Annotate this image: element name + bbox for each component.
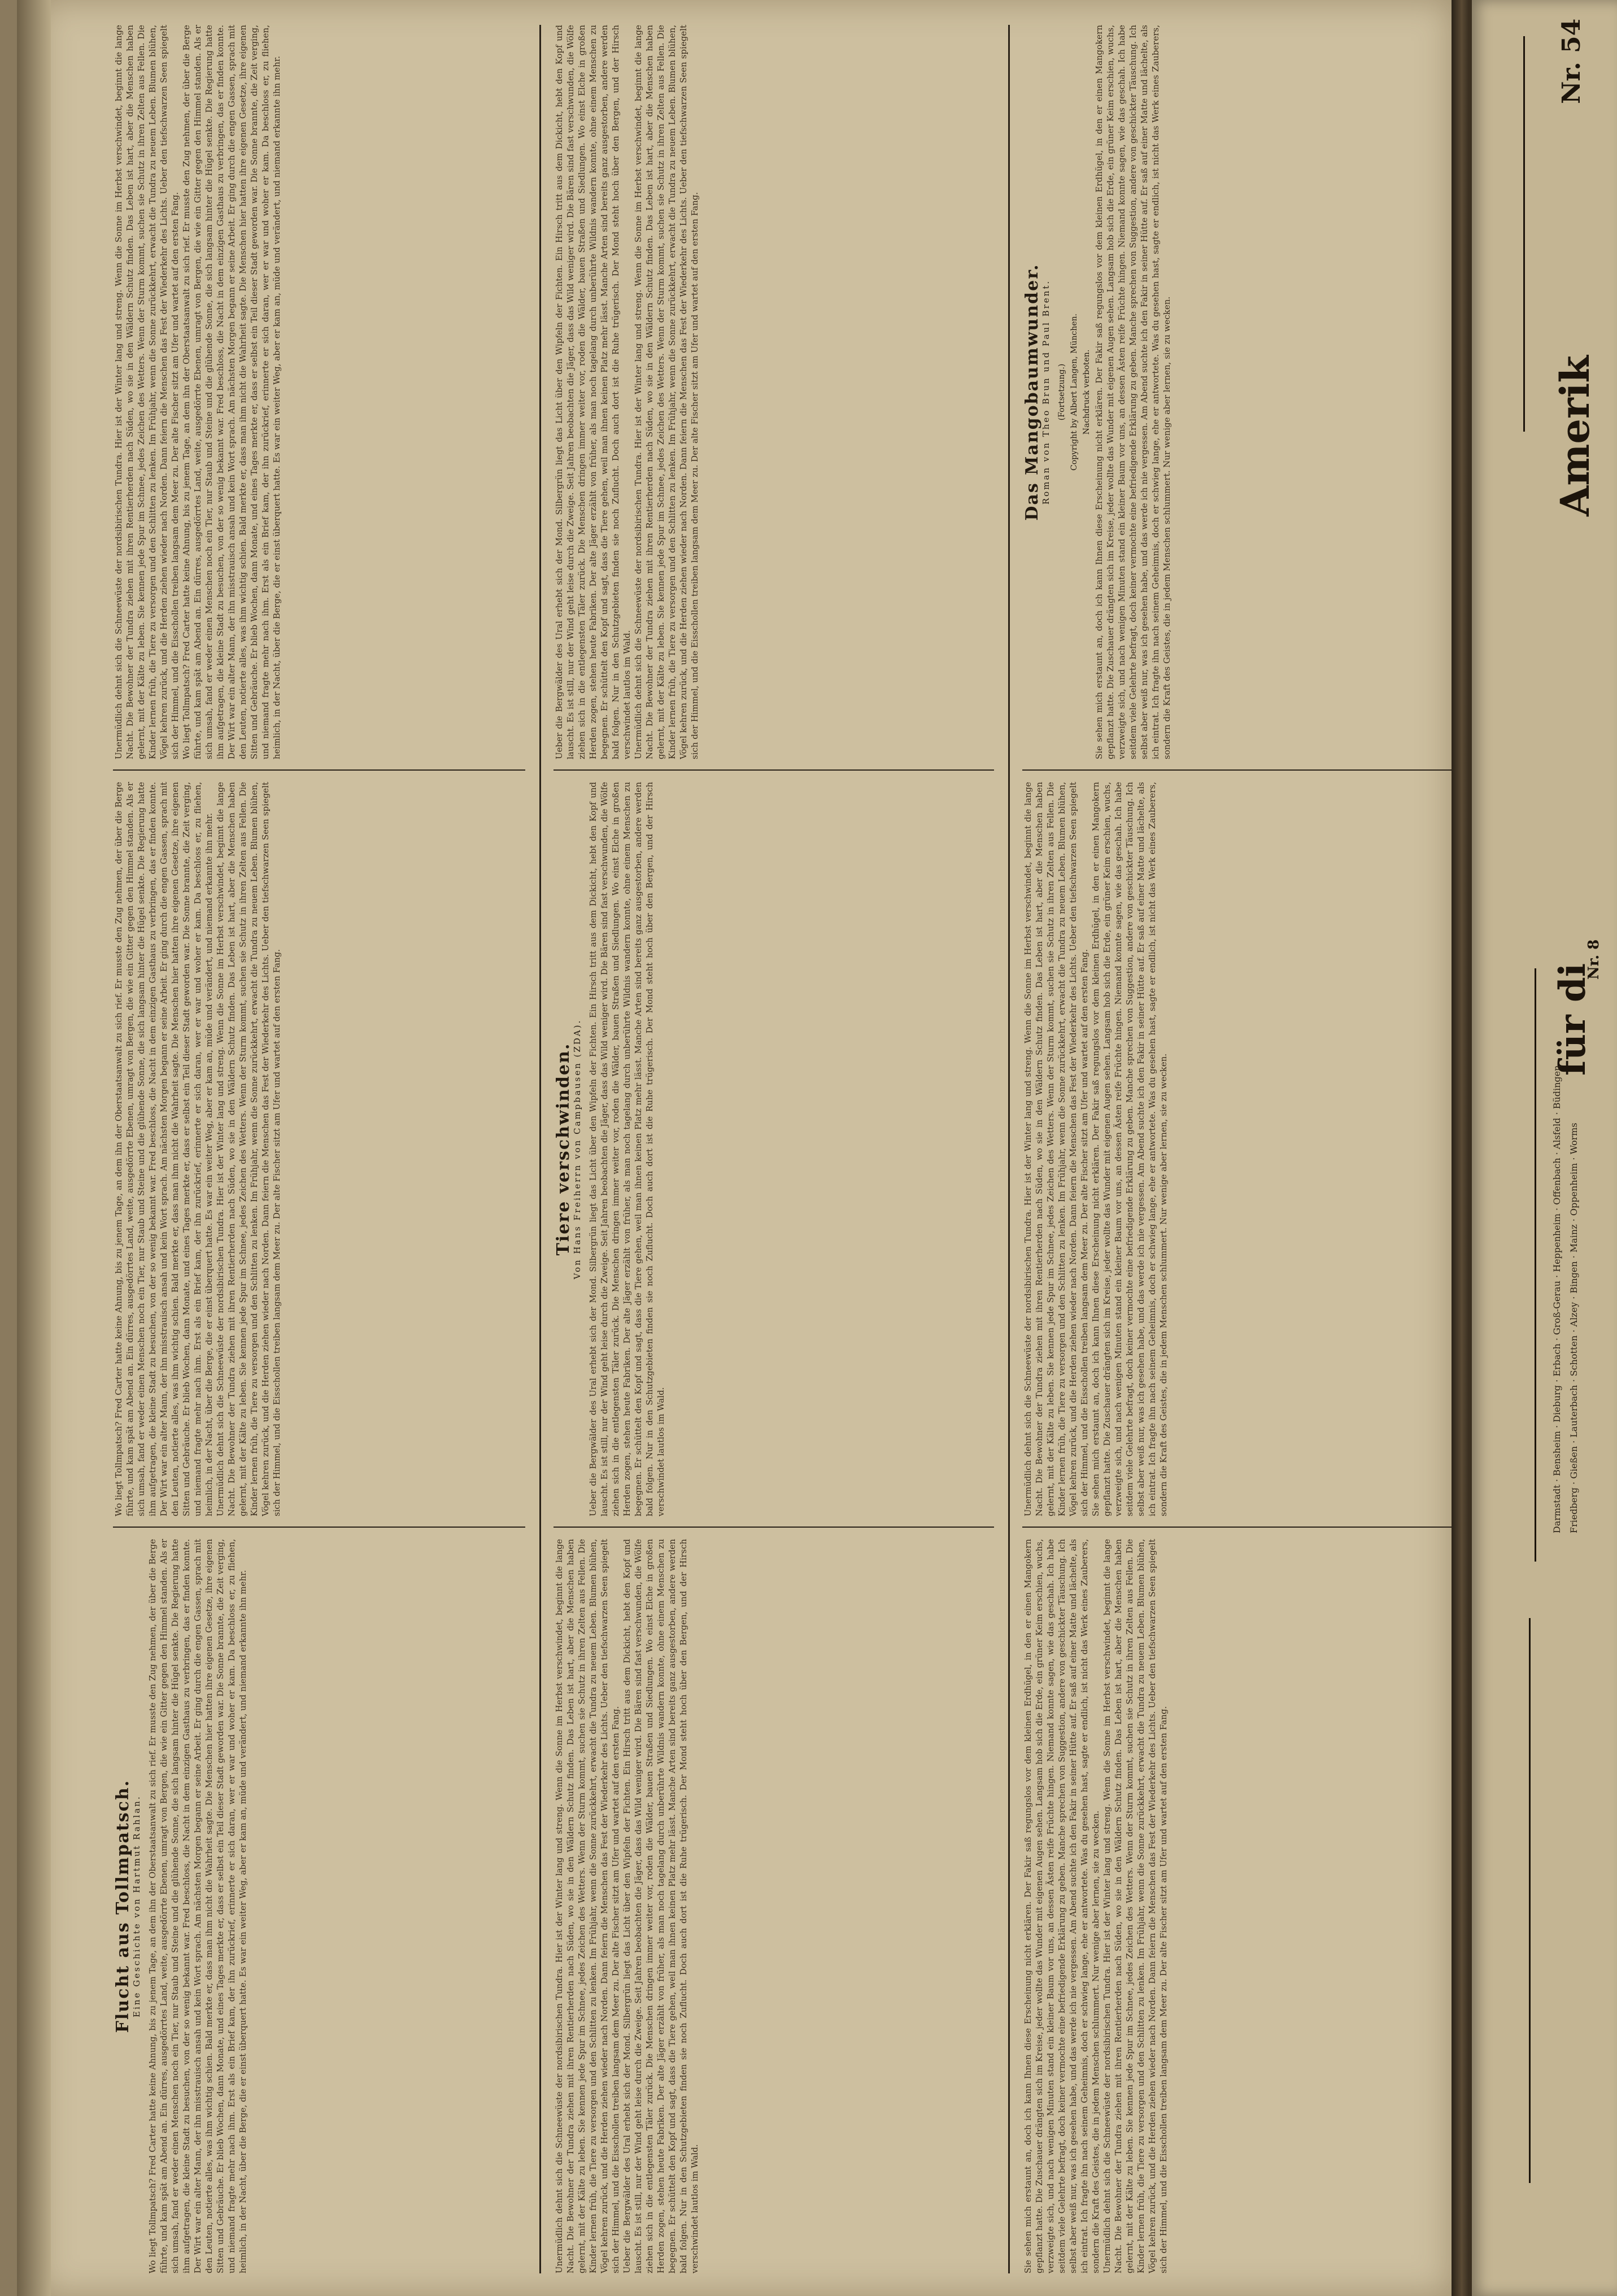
town: Heppenheim <box>1551 1213 1562 1272</box>
article-body: Wo liegt Tollmpatsch? Fred Carter hatte keine Ahnung, bis zu jenem Tage, an dem ihn der Oberstaatsanwalt zu sich rief. Er musste den Zug nehmen, der über die Berge führte, und kam spät am Abend an. Ein dürres, ausgedörrtes Land, weite, ausgedörrte Ebenen, umragt von Bergen, die wie ein Gitter gegen den Himmel standen. Als er sich umsah, fand er weder einen Menschen noch ein Tier, nur Staub und Steine und die glühende Sonne, die sich langsam hinter die Hügel senkte. Die Regierung hatte ihm aufgetragen, die kleine Stadt zu besuchen, von der so wenig bekannt war. Fred beschloss, die Nacht in dem einzigen Gasthaus zu verbringen, das er finden konnte. Der Wirt war ein alter Mann, der ihn misstrauisch ansah und kein Wort sprach. Am nächsten Morgen begann er seine Arbeit. Er ging durch die engen Gassen, sprach mit den Leuten, notierte alles, was ihm wichtig schien. Bald merkte er, dass man ihm nicht die Wahrheit sagte. Die Menschen hier hatten ihre eigenen Gesetze, ihre eigenen Sitten und Gebräuche. Er blieb Wochen, dann Monate, und eines Tages merkte er, dass er selbst ein Teil dieser Stadt geworden war. Die Sonne brannte, die Zeit verging, und niemand fragte mehr nach ihm. Erst als ein Brief kam, der ihn zurückrief, erinnerte er sich daran, wer er war und woher er kam. Da beschloss er, zu fliehen, heimlich, in der Nacht, über die Berge, die er einst überquert hatte. Es war ein weiter Weg, aber er kam an, müde und verändert, und niemand erkannte ihn mehr. <box>114 782 214 1516</box>
header-rule <box>1529 1618 1531 2183</box>
article-column <box>1022 1539 1452 2273</box>
masthead: Amerik <box>1551 355 1598 516</box>
article-tollpatsch-cont <box>113 782 525 1516</box>
article-copyright: Copyright by Albert Langen, München. <box>1070 314 1079 471</box>
town: Bingen <box>1568 1261 1579 1294</box>
article-note: (Fortsetzung.) <box>1057 363 1066 421</box>
town-list: Darmstadt · Bensheim · Dieburg · Erbach · Groß-Gerau · Heppenheim · Offenbach · Alsfeld · Büdingen <box>1551 1065 1562 1533</box>
article-body: Wo liegt Tollmpatsch? Fred Carter hatte keine Ahnung, bis zu jenem Tage, an dem ihn der Oberstaatsanwalt zu sich rief. Er musste den Zug nehmen, der über die Berge führte, und kam spät am Abend an. Ein dürres, ausgedörrtes Land, weite, ausgedörrte Ebenen, umragt von Bergen, die wie ein Gitter gegen den Himmel standen. Als er sich umsah, fand er weder einen Menschen noch ein Tier, nur Staub und Steine und die glühende Sonne, die sich langsam hinter die Hügel senkte. Die Regierung hatte ihm aufgetragen, die kleine Stadt zu besuchen, von der so wenig bekannt war. Fred beschloss, die Nacht in dem einzigen Gasthaus zu verbringen, das er finden konnte. Der Wirt war ein alter Mann, der ihn misstrauisch ansah und kein Wort sprach. Am nächsten Morgen begann er seine Arbeit. Er ging durch die engen Gassen, sprach mit den Leuten, notierte alles, was ihm wichtig schien. Bald merkte er, dass man ihm nicht die Wahrheit sagte. Die Menschen hier hatten ihre eigenen Gesetze, ihre eigenen Sitten und Gebräuche. Er blieb Wochen, dann Monate, und eines Tages merkte er, dass er selbst ein Teil dieser Stadt geworden war. Die Sonne brannte, die Zeit verging, und niemand fragte mehr nach ihm. Erst als ein Brief kam, der ihn zurückrief, erinnerte er sich daran, wer er war und woher er kam. Da beschloss er, zu fliehen, heimlich, in der Nacht, über die Berge, die er einst überquert hatte. Es war ein weiter Weg, aber er kam an, müde und verändert, und niemand erkannte ihn mehr. <box>181 25 282 759</box>
article-byline: Roman von Theo Brun und Paul Brent. <box>1041 279 1051 505</box>
town: Bensheim <box>1551 1430 1562 1476</box>
article-body: Unermüdlich dehnt sich die Schneewüste der nordsibirischen Tundra. Hier ist der Winter lang und streng. Wenn die Sonne im Herbst verschwindet, beginnt die lange Nacht. Die Bewohner der Tundra ziehen mit ihren Rentierherden nach Süden, wo sie in den Wäldern Schutz finden. Das Leben ist hart, aber die Menschen haben gelernt, mit der Kälte zu leben. Sie kennen jede Spur im Schnee, jedes Zeichen des Wetters. Wenn der Sturm kommt, suchen sie Schutz in ihren Zelten aus Fellen. Die Kinder lernen früh, die Tiere zu versorgen und den Schlitten zu lenken. Im Frühjahr, wenn die Sonne zurückkehrt, erwacht die Tundra zu neuem Leben. Blumen blühen, Vögel kehren zurück, und die Herden ziehen wieder nach Norden. Dann feiern die Menschen das Fest der Wiederkehr des Lichts. Ueber den tiefschwarzen Seen spiegelt sich der Himmel, und die Eisschollen treiben langsam dem Meer zu. Der alte Fischer sitzt am Ufer und wartet auf den ersten Fang. <box>554 1539 621 2273</box>
header-rule <box>1523 36 1525 432</box>
column-divider <box>553 769 994 771</box>
article-body: Sie sehen mich erstaunt an, doch ich kann Ihnen diese Erscheinung nicht erklären. Der Fakir saß regungslos vor dem kleinen Erdhügel, in den er einen Mangokern gepflanzt hatte. Die Zuschauer drängten sich im Kreise, jeder wollte das Wunder mit eigenen Augen sehen. Langsam hob sich die Erde, ein grüner Keim erschien, wuchs, verzweigte sich, und nach wenigen Minuten stand ein kleiner Baum vor uns, an dessen Ästen reife Früchte hingen. Niemand konnte sagen, wie das geschah. Ich habe seitdem viele Gelehrte befragt, doch keiner vermochte eine befriedigende Erklärung zu geben. Manche sprechen von Suggestion, andere von geschickter Täuschung. Ich selbst aber weiß nur, was ich gesehen habe, und das werde ich nie vergessen. Am Abend suchte ich den Fakir in seiner Hütte auf. Er saß auf einer Matte und lächelte, als ich eintrat. Ich fragte ihn nach seinem Geheimnis, doch er schwieg lange, ehe er antwortete. Was du gesehen hast, sagte er endlich, ist nicht das Werk eines Zauberers, sondern die Kraft des Geistes, die in jedem Menschen schlummert. Nur wenige aber lernen, sie zu wecken. <box>1091 782 1169 1516</box>
column-divider <box>1022 769 1452 771</box>
article-title: Tiere verschwinden. <box>553 1042 573 1256</box>
band-top <box>113 25 525 2273</box>
supplement-number: Nr. 8 <box>1585 939 1602 980</box>
adjacent-page-strip <box>1468 0 1617 2296</box>
article-body: Ueber die Bergwälder des Ural erhebt sich der Mond. Silbergrün liegt das Licht über den Wipfeln der Fichten. Ein Hirsch tritt aus dem Dickicht, hebt den Kopf und lauscht. Es ist still, nur der Wind geht leise durch die Zweige. Seit Jahren beobachten die Jäger, dass das Wild weniger wird. Die Bären sind fast verschwunden, die Wölfe ziehen sich in die entlegensten Täler zurück. Die Menschen dringen immer weiter vor, roden die Wälder, bauen Straßen und Siedlungen. Wo einst Elche in großen Herden zogen, stehen heute Fabriken. Der alte Jäger erzählt von früher, als man noch tagelang durch unberührte Wildnis wandern konnte, ohne einem Menschen zu begegnen. Er schüttelt den Kopf und sagt, dass die Tiere gehen, weil man ihnen keinen Platz mehr lässt. Manche Arten sind bereits ganz ausgestorben, andere werden bald folgen. Nur in den Schutzgebieten finden sie noch Zuflucht. Doch auch dort ist die Ruhe trügerisch. Der Mond steht hoch über den Bergen, und der Hirsch verschwindet lautlos im Wald. <box>622 1539 700 2273</box>
supplement-title: für di <box>1551 963 1594 1076</box>
town: Offenbach <box>1551 1158 1562 1205</box>
town: Mainz <box>1568 1224 1579 1253</box>
article-title: Flucht aus Tollmpatsch. <box>113 1779 133 2033</box>
town: Büdingen <box>1551 1065 1562 1110</box>
newspaper-page <box>40 0 1452 2296</box>
town: Erbach <box>1551 1343 1562 1377</box>
article-body: Ueber die Bergwälder des Ural erhebt sich der Mond. Silbergrün liegt das Licht über den Wipfeln der Fichten. Ein Hirsch tritt aus dem Dickicht, hebt den Kopf und lauscht. Es ist still, nur der Wind geht leise durch die Zweige. Seit Jahren beobachten die Jäger, dass das Wild weniger wird. Die Bären sind fast verschwunden, die Wölfe ziehen sich in die entlegensten Täler zurück. Die Menschen dringen immer weiter vor, roden die Wälder, bauen Straßen und Siedlungen. Wo einst Elche in großen Herden zogen, stehen heute Fabriken. Der alte Jäger erzählt von früher, als man noch tagelang durch unberührte Wildnis wandern konnte, ohne einem Menschen zu begegnen. Er schüttelt den Kopf und sagt, dass die Tiere gehen, weil man ihnen keinen Platz mehr lässt. Manche Arten sind bereits ganz ausgestorben, andere werden bald folgen. Nur in den Schutzgebieten finden sie noch Zuflucht. Doch auch dort ist die Ruhe trügerisch. Der Mond steht hoch über den Bergen, und der Hirsch verschwindet lautlos im Wald. <box>588 782 666 1516</box>
article-body: Unermüdlich dehnt sich die Schneewüste der nordsibirischen Tundra. Hier ist der Winter lang und streng. Wenn die Sonne im Herbst verschwindet, beginnt die lange Nacht. Die Bewohner der Tundra ziehen mit ihren Rentierherden nach Süden, wo sie in den Wäldern Schutz finden. Das Leben ist hart, aber die Menschen haben gelernt, mit der Kälte zu leben. Sie kennen jede Spur im Schnee, jedes Zeichen des Wetters. Wenn der Sturm kommt, suchen sie Schutz in ihren Zelten aus Fellen. Die Kinder lernen früh, die Tiere zu versorgen und den Schlitten zu lenken. Im Frühjahr, wenn die Sonne zurückkehrt, erwacht die Tundra zu neuem Leben. Blumen blühen, Vögel kehren zurück, und die Herden ziehen wieder nach Norden. Dann feiern die Menschen das Fest der Wiederkehr des Lichts. Ueber den tiefschwarzen Seen spiegelt sich der Himmel, und die Eisschollen treiben langsam dem Meer zu. Der alte Fischer sitzt am Ufer und wartet auf den ersten Fang. <box>215 782 282 1516</box>
article-reprint-note: Nachdruck verboten. <box>1082 349 1091 435</box>
article-title: Das Mangobaumwunder. <box>1022 263 1042 521</box>
article-byline: Eine Geschichte von Hartmut Rahlan. <box>132 1795 142 2017</box>
issue-number: Nr. 54 <box>1557 18 1586 104</box>
article-body: Sie sehen mich erstaunt an, doch ich kann Ihnen diese Erscheinung nicht erklären. Der Fakir saß regungslos vor dem kleinen Erdhügel, in den er einen Mangokern gepflanzt hatte. Die Zuschauer drängten sich im Kreise, jeder wollte das Wunder mit eigenen Augen sehen. Langsam hob sich die Erde, ein grüner Keim erschien, wuchs, verzweigte sich, und nach wenigen Minuten stand ein kleiner Baum vor uns, an dessen Ästen reife Früchte hingen. Niemand konnte sagen, wie das geschah. Ich habe seitdem viele Gelehrte befragt, doch keiner vermochte eine befriedigende Erklärung zu geben. Manche sprechen von Suggestion, andere von geschickter Täuschung. Ich selbst aber weiß nur, was ich gesehen habe, und das werde ich nie vergessen. Am Abend suchte ich den Fakir in seiner Hütte auf. Er saß auf einer Matte und lächelte, als ich eintrat. Ich fragte ihn nach seinem Geheimnis, doch er schwieg lange, ehe er antwortete. Was du gesehen hast, sagte er endlich, ist nicht das Werk eines Zauberers, sondern die Kraft des Geistes, die in jedem Menschen schlummert. Nur wenige aber lernen, sie zu wecken. <box>1094 25 1172 759</box>
header-rule <box>1535 968 1536 1562</box>
town: Lauterbach <box>1568 1385 1579 1438</box>
section-rule <box>1008 25 1010 2273</box>
column-divider <box>1022 1527 1452 1528</box>
article-mango <box>1022 25 1452 759</box>
article-body: Sie sehen mich erstaunt an, doch ich kann Ihnen diese Erscheinung nicht erklären. Der Fakir saß regungslos vor dem kleinen Erdhügel, in den er einen Mangokern gepflanzt hatte. Die Zuschauer drängten sich im Kreise, jeder wollte das Wunder mit eigenen Augen sehen. Langsam hob sich die Erde, ein grüner Keim erschien, wuchs, verzweigte sich, und nach wenigen Minuten stand ein kleiner Baum vor uns, an dessen Ästen reife Früchte hingen. Niemand konnte sagen, wie das geschah. Ich habe seitdem viele Gelehrte befragt, doch keiner vermochte eine befriedigende Erklärung zu geben. Manche sprechen von Suggestion, andere von geschickter Täuschung. Ich selbst aber weiß nur, was ich gesehen habe, und das werde ich nie vergessen. Am Abend suchte ich den Fakir in seiner Hütte auf. Er saß auf einer Matte und lächelte, als ich eintrat. Ich fragte ihn nach seinem Geheimnis, doch er schwieg lange, ehe er antwortete. Was du gesehen hast, sagte er endlich, ist nicht das Werk eines Zauberers, sondern die Kraft des Geistes, die in jedem Menschen schlummert. Nur wenige aber lernen, sie zu wecken. <box>1023 1539 1101 2273</box>
town: Schotten <box>1568 1335 1579 1377</box>
article-body: Unermüdlich dehnt sich die Schneewüste der nordsibirischen Tundra. Hier ist der Winter lang und streng. Wenn die Sonne im Herbst verschwindet, beginnt die lange Nacht. Die Bewohner der Tundra ziehen mit ihren Rentierherden nach Süden, wo sie in den Wäldern Schutz finden. Das Leben ist hart, aber die Menschen haben gelernt, mit der Kälte zu leben. Sie kennen jede Spur im Schnee, jedes Zeichen des Wetters. Wenn der Sturm kommt, suchen sie Schutz in ihren Zelten aus Fellen. Die Kinder lernen früh, die Tiere zu versorgen und den Schlitten zu lenken. Im Frühjahr, wenn die Sonne zurückkehrt, erwacht die Tundra zu neuem Leben. Blumen blühen, Vögel kehren zurück, und die Herden ziehen wieder nach Norden. Dann feiern die Menschen das Fest der Wiederkehr des Lichts. Ueber den tiefschwarzen Seen spiegelt sich der Himmel, und die Eisschollen treiben langsam dem Meer zu. Der alte Fischer sitzt am Ufer und wartet auf den ersten Fang. <box>1102 1539 1169 2273</box>
town-list: Friedberg · Gießen · Lauterbach · Schotten · Alzey · Bingen · Mainz · Oppenheim · Worms <box>1568 1123 1579 1533</box>
column-divider <box>113 1527 525 1528</box>
article-column <box>553 1539 994 2273</box>
article-column <box>1022 782 1452 1516</box>
article-tollpatsch <box>113 1539 525 2273</box>
article-tiere <box>553 782 994 1516</box>
band-middle <box>553 25 994 2273</box>
article-byline: Von Hans Freiherrn von Campbausen (ZDA). <box>572 1019 582 1280</box>
town: Worms <box>1568 1123 1579 1155</box>
town: Oppenheim <box>1568 1163 1579 1216</box>
town: Alsfeld <box>1551 1117 1562 1150</box>
column-divider <box>113 769 525 771</box>
town: Dieburg <box>1551 1385 1562 1423</box>
band-bottom <box>1022 25 1452 2273</box>
article-body: Unermüdlich dehnt sich die Schneewüste der nordsibirischen Tundra. Hier ist der Winter lang und streng. Wenn die Sonne im Herbst verschwindet, beginnt die lange Nacht. Die Bewohner der Tundra ziehen mit ihren Rentierherden nach Süden, wo sie in den Wäldern Schutz finden. Das Leben ist hart, aber die Menschen haben gelernt, mit der Kälte zu leben. Sie kennen jede Spur im Schnee, jedes Zeichen des Wetters. Wenn der Sturm kommt, suchen sie Schutz in ihren Zelten aus Fellen. Die Kinder lernen früh, die Tiere zu versorgen und den Schlitten zu lenken. Im Frühjahr, wenn die Sonne zurückkehrt, erwacht die Tundra zu neuem Leben. Blumen blühen, Vögel kehren zurück, und die Herden ziehen wieder nach Norden. Dann feiern die Menschen das Fest der Wiederkehr des Lichts. Ueber den tiefschwarzen Seen spiegelt sich der Himmel, und die Eisschollen treiben langsam dem Meer zu. Der alte Fischer sitzt am Ufer und wartet auf den ersten Fang. <box>114 25 180 759</box>
rotated-print-area <box>79 0 1491 2296</box>
town: Alzey <box>1568 1302 1579 1327</box>
article-body: Unermüdlich dehnt sich die Schneewüste der nordsibirischen Tundra. Hier ist der Winter lang und streng. Wenn die Sonne im Herbst verschwindet, beginnt die lange Nacht. Die Bewohner der Tundra ziehen mit ihren Rentierherden nach Süden, wo sie in den Wäldern Schutz finden. Das Leben ist hart, aber die Menschen haben gelernt, mit der Kälte zu leben. Sie kennen jede Spur im Schnee, jedes Zeichen des Wetters. Wenn der Sturm kommt, suchen sie Schutz in ihren Zelten aus Fellen. Die Kinder lernen früh, die Tiere zu versorgen und den Schlitten zu lenken. Im Frühjahr, wenn die Sonne zurückkehrt, erwacht die Tundra zu neuem Leben. Blumen blühen, Vögel kehren zurück, und die Herden ziehen wieder nach Norden. Dann feiern die Menschen das Fest der Wiederkehr des Lichts. Ueber den tiefschwarzen Seen spiegelt sich der Himmel, und die Eisschollen treiben langsam dem Meer zu. Der alte Fischer sitzt am Ufer und wartet auf den ersten Fang. <box>633 25 700 759</box>
article-column <box>553 25 994 759</box>
column-divider <box>553 1527 994 1528</box>
article-body: Wo liegt Tollmpatsch? Fred Carter hatte keine Ahnung, bis zu jenem Tage, an dem ihn der Oberstaatsanwalt zu sich rief. Er musste den Zug nehmen, der über die Berge führte, und kam spät am Abend an. Ein dürres, ausgedörrtes Land, weite, ausgedörrte Ebenen, umragt von Bergen, die wie ein Gitter gegen den Himmel standen. Als er sich umsah, fand er weder einen Menschen noch ein Tier, nur Staub und Steine und die glühende Sonne, die sich langsam hinter die Hügel senkte. Die Regierung hatte ihm aufgetragen, die kleine Stadt zu besuchen, von der so wenig bekannt war. Fred beschloss, die Nacht in dem einzigen Gasthaus zu verbringen, das er finden konnte. Der Wirt war ein alter Mann, der ihn misstrauisch ansah und kein Wort sprach. Am nächsten Morgen begann er seine Arbeit. Er ging durch die engen Gassen, sprach mit den Leuten, notierte alles, was ihm wichtig schien. Bald merkte er, dass man ihm nicht die Wahrheit sagte. Die Menschen hier hatten ihre eigenen Gesetze, ihre eigenen Sitten und Gebräuche. Er blieb Wochen, dann Monate, und eines Tages merkte er, dass er selbst ein Teil dieser Stadt geworden war. Die Sonne brannte, die Zeit verging, und niemand fragte mehr nach ihm. Erst als ein Brief kam, der ihn zurückrief, erinnerte er sich daran, wer er war und woher er kam. Da beschloss er, zu fliehen, heimlich, in der Nacht, über die Berge, die er einst überquert hatte. Es war ein weiter Weg, aber er kam an, müde und verändert, und niemand erkannte ihn mehr. <box>147 1539 248 2273</box>
town: Darmstadt <box>1551 1484 1562 1533</box>
town: Groß-Gerau <box>1551 1280 1562 1335</box>
section-rule <box>539 25 541 2273</box>
town: Friedberg <box>1568 1487 1579 1533</box>
town: Gießen <box>1568 1446 1579 1479</box>
article-body: Ueber die Bergwälder des Ural erhebt sich der Mond. Silbergrün liegt das Licht über den Wipfeln der Fichten. Ein Hirsch tritt aus dem Dickicht, hebt den Kopf und lauscht. Es ist still, nur der Wind geht leise durch die Zweige. Seit Jahren beobachten die Jäger, dass das Wild weniger wird. Die Bären sind fast verschwunden, die Wölfe ziehen sich in die entlegensten Täler zurück. Die Menschen dringen immer weiter vor, roden die Wälder, bauen Straßen und Siedlungen. Wo einst Elche in großen Herden zogen, stehen heute Fabriken. Der alte Jäger erzählt von früher, als man noch tagelang durch unberührte Wildnis wandern konnte, ohne einem Menschen zu begegnen. Er schüttelt den Kopf und sagt, dass die Tiere gehen, weil man ihnen keinen Platz mehr lässt. Manche Arten sind bereits ganz ausgestorben, andere werden bald folgen. Nur in den Schutzgebieten finden sie noch Zuflucht. Doch auch dort ist die Ruhe trügerisch. Der Mond steht hoch über den Bergen, und der Hirsch verschwindet lautlos im Wald. <box>554 25 632 759</box>
article-column <box>113 25 525 759</box>
article-body: Unermüdlich dehnt sich die Schneewüste der nordsibirischen Tundra. Hier ist der Winter lang und streng. Wenn die Sonne im Herbst verschwindet, beginnt die lange Nacht. Die Bewohner der Tundra ziehen mit ihren Rentierherden nach Süden, wo sie in den Wäldern Schutz finden. Das Leben ist hart, aber die Menschen haben gelernt, mit der Kälte zu leben. Sie kennen jede Spur im Schnee, jedes Zeichen des Wetters. Wenn der Sturm kommt, suchen sie Schutz in ihren Zelten aus Fellen. Die Kinder lernen früh, die Tiere zu versorgen und den Schlitten zu lenken. Im Frühjahr, wenn die Sonne zurückkehrt, erwacht die Tundra zu neuem Leben. Blumen blühen, Vögel kehren zurück, und die Herden ziehen wieder nach Norden. Dann feiern die Menschen das Fest der Wiederkehr des Lichts. Ueber den tiefschwarzen Seen spiegelt sich der Himmel, und die Eisschollen treiben langsam dem Meer zu. Der alte Fischer sitzt am Ufer und wartet auf den ersten Fang. <box>1023 782 1089 1516</box>
